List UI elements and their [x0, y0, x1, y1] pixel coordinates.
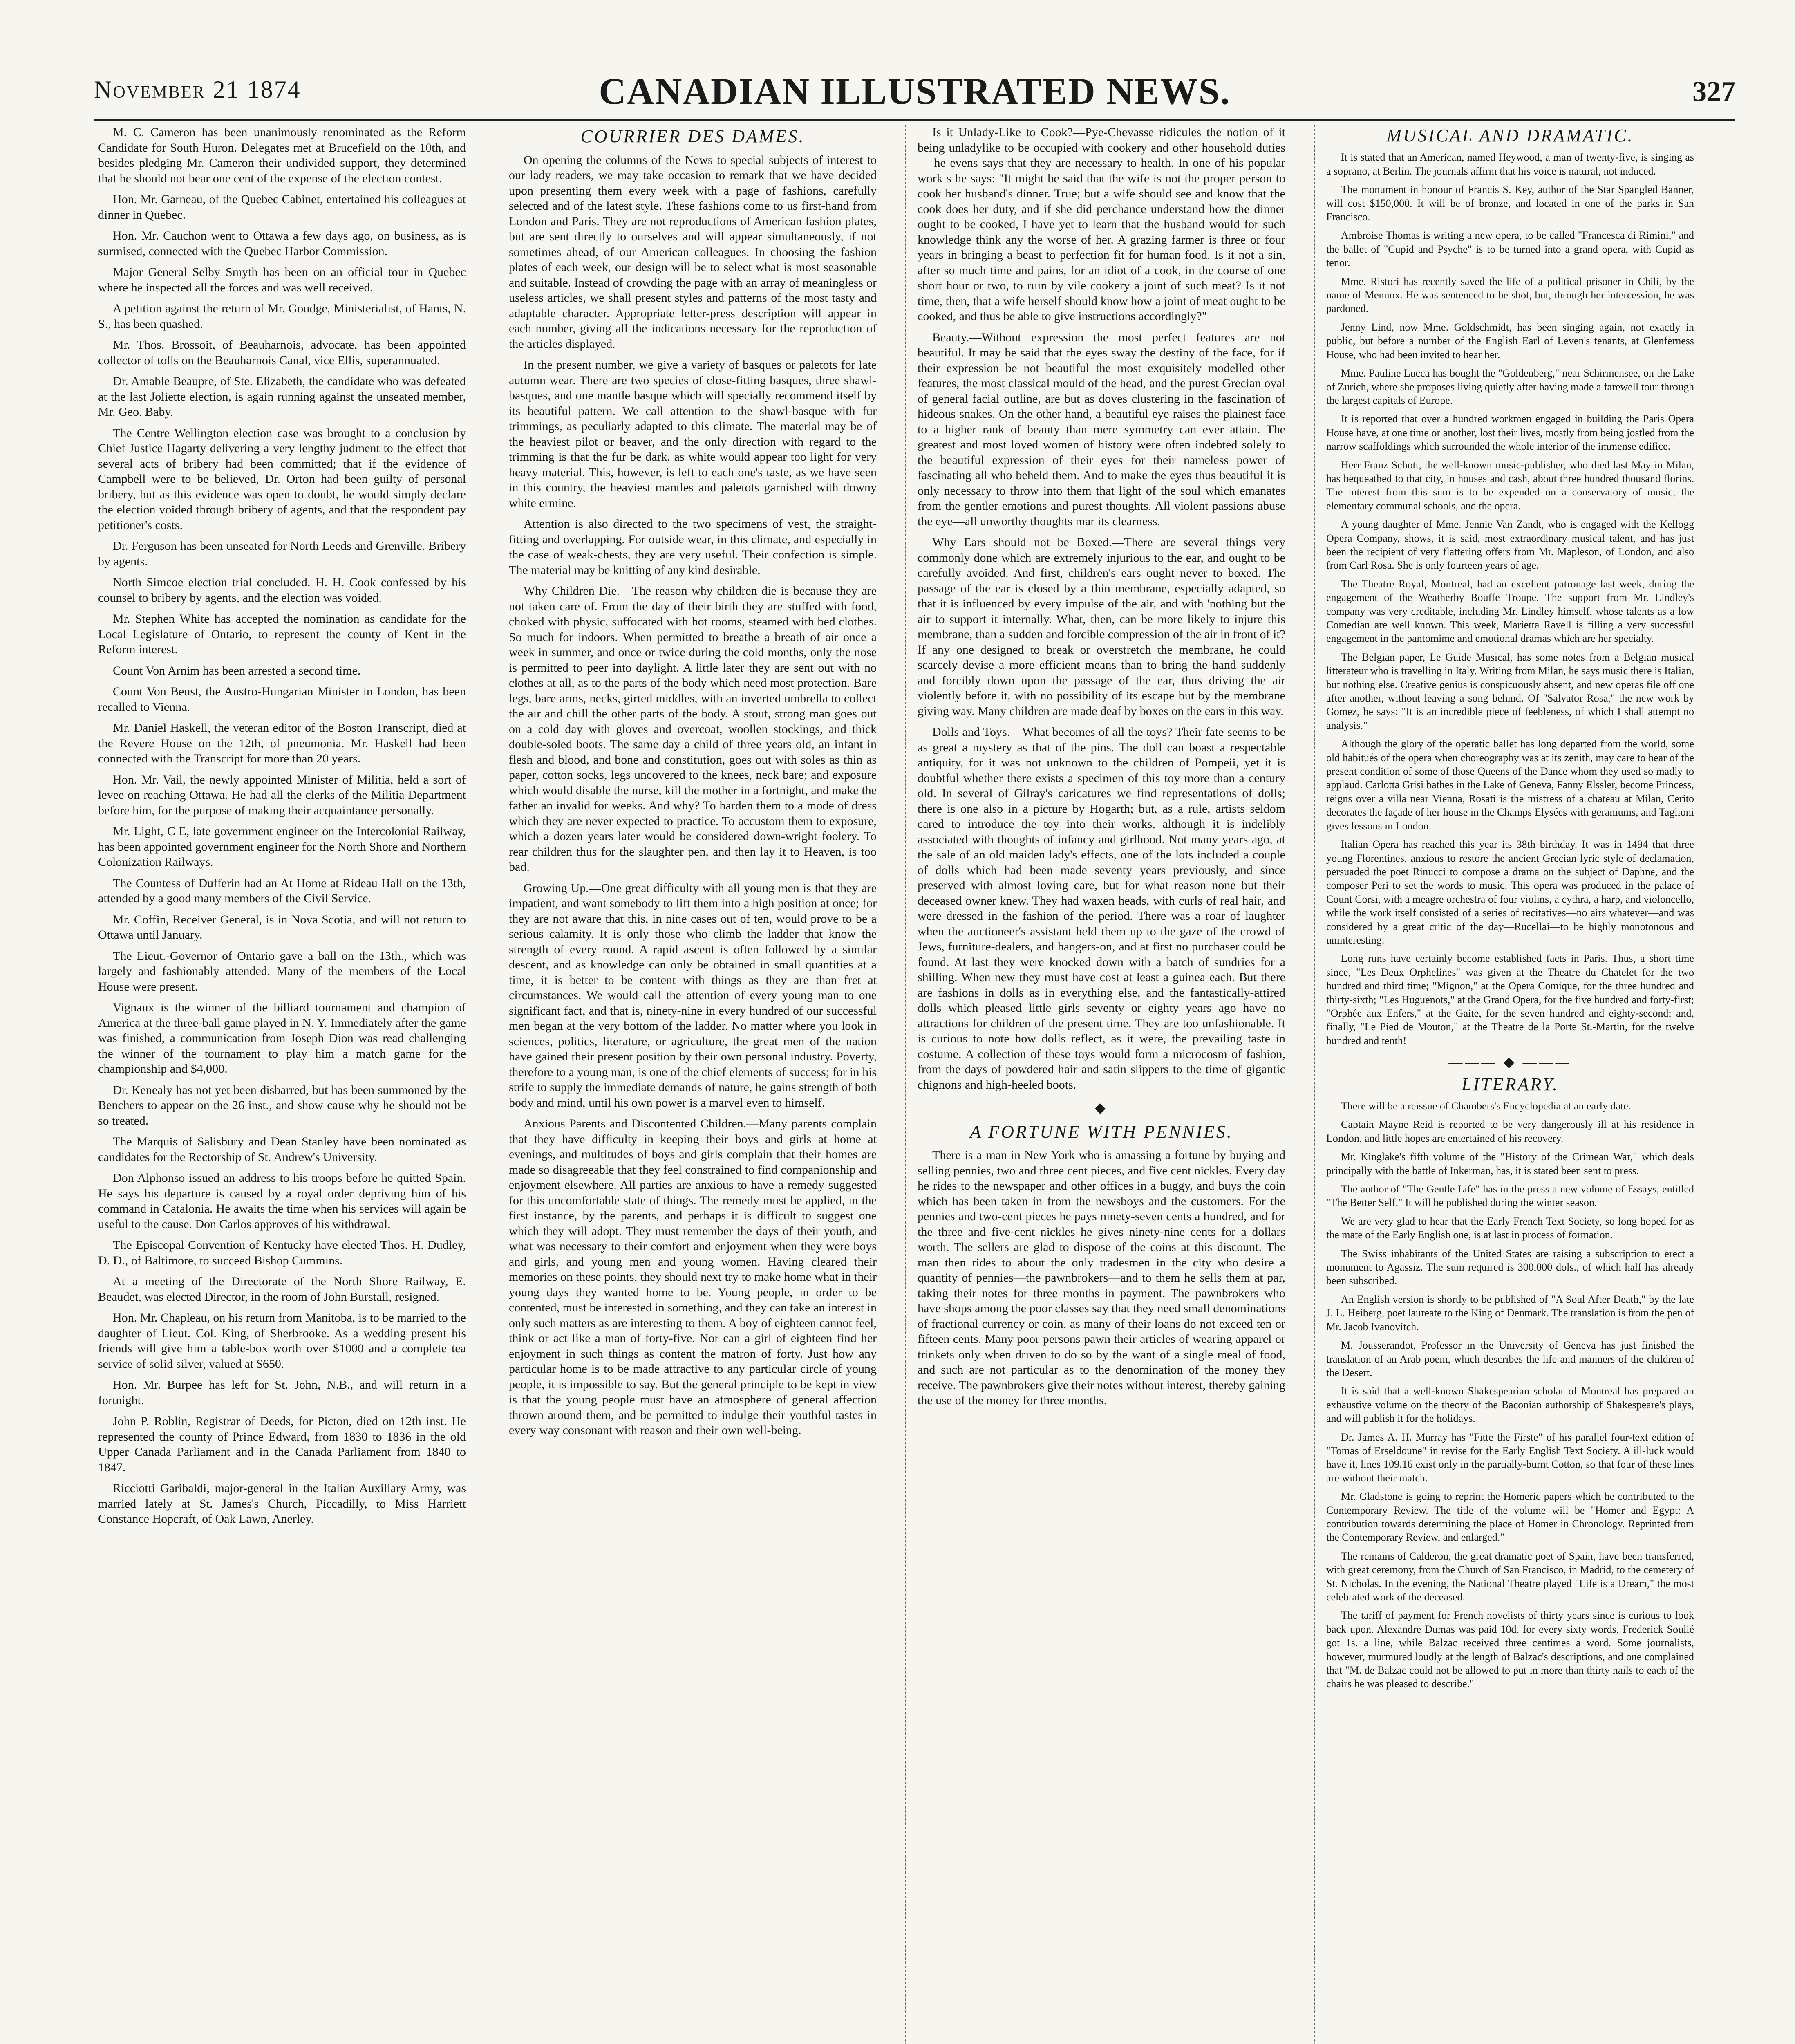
article-body: [1326, 1099, 1694, 1691]
paragraph: Attention is also directed to the two specimens of vest, the straight-fitting and overlapping. For outside wear, in this climate, and especially in the case of weak-chests, they are very useful. Their confection is simple. The material may be knitting of any kind desirable.: [509, 517, 877, 577]
paragraph: Dr. Kenealy has not yet been disbarred, but has been summoned by the Benchers to appear on the 26 inst., and show cause why he should not be so treated.: [98, 1083, 466, 1127]
paragraph: Captain Mayne Reid is reported to be very dangerously ill at his residence in London, and little hopes are entertained of his recovery.: [1326, 1118, 1694, 1144]
paragraph: The monument in honour of Francis S. Key, author of the Star Spangled Banner, will cost $150,000. It will be of bronze, and located in one of the parks in San Francisco.: [1326, 184, 1694, 223]
paragraph: Mr. Light, C E, late government engineer on the Intercolonial Railway, has been appointed government engineer for the North Shore and Northern Colonization Railways.: [98, 825, 466, 869]
section-heading: LITERARY.: [1462, 1074, 1559, 1094]
paragraph: An English version is shortly to be published of "A Soul After Death," by the late J. L. Heiberg, poet laureate to the King of Denmark. The translation is from the pen of Mr. Jacob Ivanovitch.: [1326, 1293, 1694, 1333]
paragraph: The Marquis of Salisbury and Dean Stanley have been nominated as candidates for the Rectorship of St. Andrew's University.: [98, 1135, 466, 1164]
masthead: [94, 61, 1735, 119]
paragraph: Long runs have certainly become established facts in Paris. Thus, a short time since, "Les Deux Orphelines" was given at the Theatre du Chatelet for the two hundred and third time; "Mignon," at the Opera Comique, for the three hundred and thirty-sixth; "Les Huguenots," at the Grand Opera, for the five hundred and forty-first; "Orphée aux Enfers," at the Gaite, for the seven hundred and eighty-second; and, finally, "Le Pied de Mouton," at the Theatre de la Porte St.-Martin, for the twelve hundred and tenth!: [1326, 953, 1694, 1047]
paragraph: John P. Roblin, Registrar of Deeds, for Picton, died on 12th inst. He represented the county of Prince Edward, from 1830 to 1836 in the old Upper Canada Parliament and in the Canada Parliament from 1840 to 1847.: [98, 1414, 466, 1474]
paragraph: At a meeting of the Directorate of the North Shore Railway, E. Beaudet, was elected Director, in the room of John Burstall, resigned.: [98, 1275, 466, 1304]
paragraph: Ricciotti Garibaldi, major-general in the Italian Auxiliary Army, was married lately at St. James's Church, Piccadilly, to Miss Harriett Constance Hopcraft, of Oak Lawn, Anerley.: [98, 1481, 466, 1526]
paragraph: Major General Selby Smyth has been on an official tour in Quebec where he inspected all the forces and was well received.: [98, 265, 466, 294]
section-heading: MUSICAL AND DRAMATIC.: [1386, 126, 1634, 146]
section-heading: A FORTUNE WITH PENNIES.: [970, 1121, 1233, 1142]
paragraph: Is it Unlady-Like to Cook?—Pye-Chevasse ridicules the notion of it being unladylike to be occupied with cookery and other household duties — he evens says that they are necessary to health. In one of his popular work s he says: "It might be said that the wife is not the proper person to cook her husband's dinner. True; but a wife should see and know that the cook does her duty, and if she did perchance understand how the dinner ought to be cooked, I have yet to learn that the husband would for such knowledge think any the worse of her. A grazing farmer is three or four years in bringing a beast to perfection fit for human food. Is it not a sin, after so much time and pains, for an idiot of a cook, in the course of one short hour or two, to ruin by vile cookery a joint of such meat? Is it not time, then, that a wife herself should know how a joint of meat ought to be cooked, and thus be able to give instructions accordingly?": [918, 126, 1285, 323]
paragraph: The author of "The Gentle Life" has in the press a new volume of Essays, entitled "The Better Self." It will be published during the winter season.: [1326, 1183, 1694, 1209]
paragraph: In the present number, we give a variety of basques or paletots for late autumn wear. There are two species of close-fitting basques, three shawl-basques, and one mantle basque which will specially recommend itself by its beautiful pattern. We call attention to the shawl-basque with fur trimmings, as peculiarly adapted to this climate. The material may be of the heaviest pilot or beaver, and the only direction with regard to the trimming is that the fur be dark, as white would appear too light for very heavy material. This, however, is left to each one's taste, as we have seen in this country, the heaviest mantles and paletots garnished with downy white ermine.: [509, 358, 877, 510]
paragraph: The Theatre Royal, Montreal, had an excellent patronage last week, during the engagement of the Weatherby Bouffe Troupe. The support from Mr. Lindley's company was very creditable, including Mr. Lindley himself, whose talents as a low Comedian are well known. This week, Marietta Ravell is filling a very successful engagement in the pantomime and emotional dramas which are her specialty.: [1326, 578, 1694, 645]
article-body: [918, 125, 1285, 1092]
paragraph: Although the glory of the operatic ballet has long departed from the world, some old habitués of the opera when choreography was at its zenith, may care to hear of the present condition of some of those Queens of the Dance whom they used so madly to applaud. Carlotta Grisi bathes in the Lake of Geneva, Fanny Elssler, become Princess, reigns over a villa near Vienna, Rosati is the mistress of a chateau at Milan, Cerito decorates the façade of her house in the Champs Elysées with geraniums, and Taglioni gives lessons in London.: [1326, 738, 1694, 832]
paragraph: M. C. Cameron has been unanimously renominated as the Reform Candidate for South Huron. Delegates met at Brucefield on the 10th, and besides pledging Mr. Cameron their undivided support, they determined that he should not bear one cent of the expense of the election contest.: [98, 126, 466, 185]
paragraph: The Swiss inhabitants of the United States are raising a subscription to erect a monument to Agassiz. The sum required is 300,000 dols., of which half has already been subscribed.: [1326, 1247, 1694, 1287]
paragraph: We are very glad to hear that the Early French Text Society, so long hoped for as the mate of the Early English one, is at last in process of formation.: [1326, 1215, 1694, 1241]
paragraph: The Lieut.-Governor of Ontario gave a ball on the 13th., which was largely and fashionably attended. Many of the members of the Local House were present.: [98, 949, 466, 993]
paragraph: Hon. Mr. Chapleau, on his return from Manitoba, is to be married to the daughter of Lieut. Col. King, of Sherbrooke. As a wedding present his friends will give him a table-box worth over $1000 and a complete tea service of solid silver, valued at $650.: [98, 1311, 466, 1371]
column-musical-literary: [1326, 125, 1694, 2044]
paragraph: Beauty.—Without expression the most perfect features are not beautiful. It may be said that the eyes sway the destiny of the face, for if their expression be not beautiful the most exquisitely modelled other features, the most classical mould of the head, and the purest Grecian oval of general facial outline, are but as doves clustering in the fascination of hideous snakes. On the other hand, a beautiful eye raises the plainest face to a higher rank of beauty than mere symmetry can ever attain. The greatest and most loved women of history were often indebted solely to the beautiful expression of their eyes for their nameless power of fascinating all who beheld them. And to make the eyes thus beautiful it is only necessary to throw into them that light of the soul which emanates from the gentler emotions and purest thoughts. All violent passions abuse the eye—all unworthy thoughts mar its clearness.: [918, 330, 1285, 528]
paragraph: The Countess of Dufferin had an At Home at Rideau Hall on the 13th, attended by a good many members of the Civil Service.: [98, 876, 466, 905]
paragraph: Don Alphonso issued an address to his troops before he quitted Spain. He says his departure is caused by a royal order depriving him of his command in Catalonia. He awaits the time when his services will again be useful to the cause. Don Carlos approves of his withdrawal.: [98, 1171, 466, 1231]
paragraph: Dr. James A. H. Murray has "Fitte the Firste" of his parallel four-text edition of "Tomas of Erseldoune" in revise for the Early English Text Society. A ill-luck would have it, lines 109.16 exist only in the partially-burnt Cotton, so that four of these lines are without their match.: [1326, 1431, 1694, 1484]
paragraph: The tariff of payment for French novelists of thirty years since is curious to look back upon. Alexandre Dumas was paid 10d. for every sixty words, Frederick Soulié got 1s. a line, while Balzac received three centimes a word. Some journalists, however, murmured loudly at the length of Balzac's descriptions, and one complained that "M. de Balzac could not be allowed to put in more than thirty nails to each of the chairs he was pleased to describe.": [1326, 1609, 1694, 1690]
paragraph: Hon. Mr. Vail, the newly appointed Minister of Militia, held a sort of levee on reaching Ottawa. He had all the clerks of the Militia Department before him, for the purpose of making their acquaintance personally.: [98, 773, 466, 817]
paragraph: It is said that a well-known Shakespearian scholar of Montreal has prepared an exhaustive volume on the theory of the Baconian authorship of Shakespeare's plays, and will publish it for the holidays.: [1326, 1385, 1694, 1425]
column-domestic-articles: [918, 125, 1285, 2044]
paragraph: Dr. Ferguson has been unseated for North Leeds and Grenville. Bribery by agents.: [98, 539, 466, 568]
paragraph: Why Children Die.—The reason why children die is because they are not taken care of. From the day of their birth they are stuffed with food, choked with physic, suffocated with hot rooms, steamed with bed clothes. So much for indoors. When permitted to breathe a breath of air once a week in summer, and once or twice during the cold months, only the nose is permitted to peer into daylight. A little later they are sent out with no clothes at all, as to the parts of the body which need most protection. Bare legs, bare arms, necks, girted middles, with an inverted umbrella to collect the air and chill the other parts of the body. A stout, strong man goes out on a cold day with gloves and overcoat, woollen stockings, and thick double-soled boots. The same day a child of three years old, an infant in flesh and blood, and bone and constitution, goes out with soles as thin as paper, cotton socks, legs uncovered to the knees, neck bare; and exposure which would disable the nurse, kill the mother in a fortnight, and make the father an invalid for weeks. And why? To harden them to a mode of dress which they are never expected to practice. To accustom them to exposure, which a dozen years later would be considered down-wright foolery. To rear children thus for the slaughter pen, and then lay it to Heaven, is too bad.: [509, 584, 877, 874]
paragraph: Hon. Mr. Burpee has left for St. John, N.B., and will return in a fortnight.: [98, 1378, 466, 1407]
column-courrier-des-dames: [509, 125, 877, 2044]
paragraph: Mme. Ristori has recently saved the life of a political prisoner in Chili, by the name of Mennox. He was sentenced to be shot, but, through her intercession, he was pardoned.: [1326, 275, 1694, 315]
article-body: [1326, 150, 1694, 1047]
paragraph: The remains of Calderon, the great dramatic poet of Spain, have been transferred, with great ceremony, from the Church of San Francisco, in Madrid, to the cemetery of St. Nicholas. In the evening, the National Theatre played "Life is a Dream," the most celebrated work of the deceased.: [1326, 1550, 1694, 1603]
paragraph: The Centre Wellington election case was brought to a conclusion by Chief Justice Hagarty delivering a very lengthy judment to the effect that several acts of bribery had been committed; that if the evidence of Campbell were to be believed, Dr. Orton had been guilty of personal bribery, but as this evidence was open to doubt, he would simply declare the election voided through bribery of agents, and that the respondent pay petitioner's costs.: [98, 426, 466, 532]
column-divider: [1314, 125, 1315, 2044]
paragraph: Anxious Parents and Discontented Children.—Many parents complain that they have difficulty in keeping their boys and girls at home at evenings, and multitudes of boys and girls complain that their homes are made so disagreeable that they feel constrained to find companionship and enjoyment elsewhere. All parties are anxious to have a remedy suggested for this uncomfortable state of things. The remedy must be applied, in the first instance, by the parents, and perhaps it is difficult to suggest one which they will adopt. They must remember the days of their youth, and what was necessary to their comfort and enjoyment when they were boys and girls, and young men and young women. Having cleared their memories on these points, they should next try to make home what in their young days they wanted home to be. Young people, in order to be contented, must be interested in something, and they can take an interest in only such matters as are interesting to them. A boy of eighteen cannot feel, think or act like a man of forty-five. Nor can a girl of eighteen find her enjoyment in such things as content the matron of forty. Just how any particular home is to be made attractive to any particular circle of young people, it is impossible to say. But the general principle to be kept in view is that the young people must have an atmosphere of general affection thrown around them, and be permitted to indulge their youthful tastes in every way consonant with reason and their own well-being.: [509, 1117, 877, 1437]
issue-date: November 21 1874: [94, 76, 301, 103]
paragraph: Mme. Pauline Lucca has bought the "Goldenberg," near Schirmensee, on the Lake of Zurich, where she proposes living quietly after having made a farewell tour through the largest capitals of Europe.: [1326, 367, 1694, 406]
paragraph: The Episcopal Convention of Kentucky have elected Thos. H. Dudley, D. D., of Baltimore, to succeed Bishop Cummins.: [98, 1238, 466, 1267]
article-body: [509, 152, 877, 1438]
section-ornament: ——— ◆ ———: [1448, 1055, 1572, 1070]
paragraph: Dr. Amable Beaupre, of Ste. Elizabeth, the candidate who was defeated at the last Joliette election, is again running against the unseated member, Mr. Geo. Baby.: [98, 374, 466, 419]
paragraph: Vignaux is the winner of the billiard tournament and champion of America at the three-ball game played in N. Y. Immediately after the game was finished, a communication from Joseph Dion was read challenging the winner of the tournament to play him a match game for the championship and $4,000.: [98, 1001, 466, 1076]
paragraph: Jenny Lind, now Mme. Goldschmidt, has been singing again, not exactly in public, but before a number of the English Earl of Leven's tenants, at Glenferness House, who had been invited to hear her.: [1326, 321, 1694, 361]
paragraph: The Belgian paper, Le Guide Musical, has some notes from a Belgian musical litterateur who is travelling in Italy. Writing from Milan, he says music there is Italian, but nothing else. Creative genius is conspicuously absent, and new operas file off one after another, without leaving a song behind. Of "Salvator Rosa," the new work by Gomez, he says: "It is an incredible piece of feebleness, of which I shall attempt no analysis.": [1326, 651, 1694, 731]
paragraph: Italian Opera has reached this year its 38th birthday. It was in 1494 that three young Florentines, anxious to restore the ancient Grecian lyric style of declamation, persuaded the poet Rinucci to compose a drama on the subject of Daphne, and the composer Peri to set the words to music. This opera was produced in the palace of Count Corsi, with a meagre orchestra of four violins, a cythra, a harp, and violoncello, while the work itself consisted of a series of recitatives—no airs whatever—and was considered by a great critic of the day—Rucellai—to be highly monotonous and uninteresting.: [1326, 838, 1694, 946]
paragraph: Mr. Stephen White has accepted the nomination as candidate for the Local Legislature of Ontario, to represent the county of Kent in the Reform interest.: [98, 612, 466, 656]
article-body: [918, 1148, 1285, 1408]
paragraph: There will be a reissue of Chambers's Encyclopedia at an early date.: [1341, 1100, 1631, 1112]
paragraph: M. Jousserandot, Professor in the University of Geneva has just finished the translation of an Arab poem, which describes the life and manners of the children of the Desert.: [1326, 1339, 1694, 1378]
paragraph: There is a man in New York who is amassing a fortune by buying and selling pennies, two and three cent pieces, and five cent nickles. Every day he rides to the newspaper and other offices in a buggy, and buys the coin which has been taken in from the newsboys and the customers. For the pennies and two-cent pieces he pays ninety-seven cents a hundred, and for the three and five-cent nickles he gives ninety-nine cents for a dollars worth. The sellers are glad to dispose of the coins at this discount. The man then rides to about the only tradesmen in the city who desire a quantity of pennies—the pawnbrokers—and to them he sells them at par, taking their notes for three months in payment. The pawnbrokers who have shops among the poor classes say that they need small denominations of fractional currency or coin, as many of their loans do not exceed ten or fifteen cents. Many poor persons pawn their articles of wearing apparel or trinkets only when driven to do so by the want of a single meal of food, and such are not particular as to the denomination of the money they receive. The pawnbrokers give their notes without interest, thereby gaining the use of the money for three months.: [918, 1148, 1285, 1407]
paragraph: It is reported that over a hundred workmen engaged in building the Paris Opera House have, at one time or another, lost their lives, mostly from being jostled from the narrow scaffoldings which surrounded the whole interior of the immense edifice.: [1326, 413, 1694, 453]
paragraph: Herr Franz Schott, the well-known music-publisher, who died last May in Milan, has bequeathed to that city, in houses and cash, about three hundred thousand florins. The interest from this sum is to be expended on a conservatory of music, the elementary communal schools, and the opera.: [1326, 459, 1694, 512]
column-news-briefs: [98, 125, 466, 2044]
paragraph: Hon. Mr. Cauchon went to Ottawa a few days ago, on business, as is surmised, connected with the Quebec Harbor Commission.: [98, 229, 466, 258]
paragraph: On opening the columns of the News to special subjects of interest to our lady readers, we may take occasion to remark that we have decided upon presenting them every week with a page of fashions, carefully selected and of the latest style. These fashions come to us first-hand from London and Paris. They are not reproductions of American fashion plates, but are sent directly to ourselves and will appear simultaneously, if not sometimes ahead, of our American colleagues. In choosing the fashion plates of each week, our design will be to select what is most seasonable and suitable. Instead of crowding the page with an array of meaningless or useless articles, we shall present styles and patterns of the most tasty and adaptable character. Appropriate letter-press description will appear in each number, giving all the indications necessary for the reproduction of the articles displayed.: [509, 153, 877, 351]
paragraph: Count Von Beust, the Austro-Hungarian Minister in London, has been recalled to Vienna.: [98, 685, 466, 714]
paragraph: North Simcoe election trial concluded. H. H. Cook confessed by his counsel to bribery by agents, and the election was voided.: [98, 576, 466, 605]
masthead-rule: [94, 119, 1735, 121]
paragraph: Ambroise Thomas is writing a new opera, to be called "Francesca di Rimini," and the ballet of "Cupid and Psyche" is to be turned into a grand opera, with Cupid as tenor.: [1326, 229, 1694, 269]
paragraph: Mr. Thos. Brossoit, of Beauharnois, advocate, has been appointed collector of tolls on the Beauharnois Canal, vice Ellis, superannuated.: [98, 338, 466, 367]
paragraph: Count Von Arnim has been arrested a second time.: [113, 663, 361, 677]
page-number: 327: [1692, 76, 1735, 108]
paragraph: A young daughter of Mme. Jennie Van Zandt, who is engaged with the Kellogg Opera Company, shows, it is said, most extraordinary musical talent, and has just been the recipient of very flattering offers from Mr. Mapleson, of London, and also from Carl Rosa. She is only fourteen years of age.: [1326, 518, 1694, 572]
paragraph: Dolls and Toys.—What becomes of all the toys? Their fate seems to be as great a mystery as that of the pins. The doll can boast a respectable antiquity, for it was not unknown to the children of Pompeii, yet it is doubtful whether there exists a specimen of this toy more than a century old. In several of Gilray's caricatures we find representations of dolls; there is one also in a picture by Hogarth; but, as a rule, artists seldom cared to introduce the toy into their works, although it is indelibly associated with thoughts of infancy and girlhood. Not many years ago, at the sale of an old maiden lady's effects, one of the lots included a couple of dolls which had been made seventy years previously, and since preserved with almost loving care, but for what reason none but their deceased owner knew. They had waxen heads, with curls of real hair, and were dressed in the fashion of the period. There was a roar of laughter when the auctioneer's assistant held them up to the gaze of the crowd of Jews, furniture-dealers, and hangers-on, and at first no purchaser could be found. At last they were knocked down with a batch of sundries for a shilling. When new they must have cost at least a guinea each. But there are fashions in dolls as in everything else, and the fantastically-attired dolls which pleased little girls seventy or eighty years ago have no attractions for children of the present time. They are too unfashionable. It is curious to note how dolls reflect, as it were, the prevailing taste in costume. A collection of these toys would form a microcosm of fashion, from the days of powdered hair and satin slippers to the time of gigantic chignons and high-heeled boots.: [918, 725, 1285, 1091]
section-heading: COURRIER DES DAMES.: [580, 126, 805, 146]
paragraph: Why Ears should not be Boxed.—There are several things very commonly done which are extremely injurious to the ear, and ought to be carefully avoided. And first, children's ears ought never to boxed. The passage of the ear is closed by a thin membrane, especially adapted, so that it is influenced by every impulse of the air, and with 'nothing but the air to support it internally. What, then, can be more likely to injure this membrane, than a sudden and forcible compression of the air in front of it? If any one designed to break or overstretch the membrane, he could scarcely devise a more efficient means than to bring the hand suddenly and forcibly down upon the passage of the ear, thus driving the air violently before it, with no possibility of its escape but by the membrane giving way. Many children are made deaf by boxes on the ears in this way.: [918, 536, 1285, 718]
paragraph: Mr. Gladstone is going to reprint the Homeric papers which he contributed to the Contemporary Review. The title of the volume will be "Homer and Egypt: A contribution towards determining the place of Homer in Chronology. Reprinted from the Contemporary Review, and enlarged.": [1326, 1490, 1694, 1544]
column-divider: [905, 125, 906, 2044]
paragraph: Mr. Daniel Haskell, the veteran editor of the Boston Transcript, died at the Revere House on the 12th, of pneumonia. Mr. Haskell had been connected with the Transcript for more than 20 years.: [98, 721, 466, 765]
paragraph: It is stated that an American, named Heywood, a man of twenty-five, is singing as a soprano, at Berlin. The journals affirm that his voice is natural, not induced.: [1326, 151, 1694, 177]
paragraph: A petition against the return of Mr. Goudge, Ministerialist, of Hants, N. S., has been quashed.: [98, 302, 466, 331]
paragraph: Hon. Mr. Garneau, of the Quebec Cabinet, entertained his colleagues at dinner in Quebec.: [98, 193, 466, 222]
newspaper-title: CANADIAN ILLUSTRATED NEWS.: [599, 70, 1231, 112]
paragraph: Mr. Coffin, Receiver General, is in Nova Scotia, and will not return to Ottawa until January.: [98, 912, 466, 941]
section-ornament: — ◆ —: [1072, 1100, 1130, 1116]
paragraph: Mr. Kinglake's fifth volume of the "History of the Crimean War," which deals principally with the battle of Inkerman, has, it is stated been sent to press.: [1326, 1151, 1694, 1177]
paragraph: Growing Up.—One great difficulty with all young men is that they are impatient, and want somebody to lift them into a high position at once; for they are not aware that this, in nine cases out of ten, would prove to be a serious calamity. It is only those who climb the ladder that know the strength of every round. A rapid ascent is often followed by a similar descent, and as knowledge can only be obtained in small quantities at a time, it is better to be content with things as they are than fret at circumstances. We would call the attention of every young man to one significant fact, and that is, ninety-nine in every hundred of our successful men began at the very bottom of the ladder. No matter where you look in sciences, politics, literature, or agriculture, the great men of the nation have gained their present position by their own personal industry. Poverty, therefore to a young man, is one of the chief elements of success; for in his strife to supply the immediate demands of nature, he gains strength of both body and mind, until his own power is a marvel even to himself.: [509, 881, 877, 1109]
